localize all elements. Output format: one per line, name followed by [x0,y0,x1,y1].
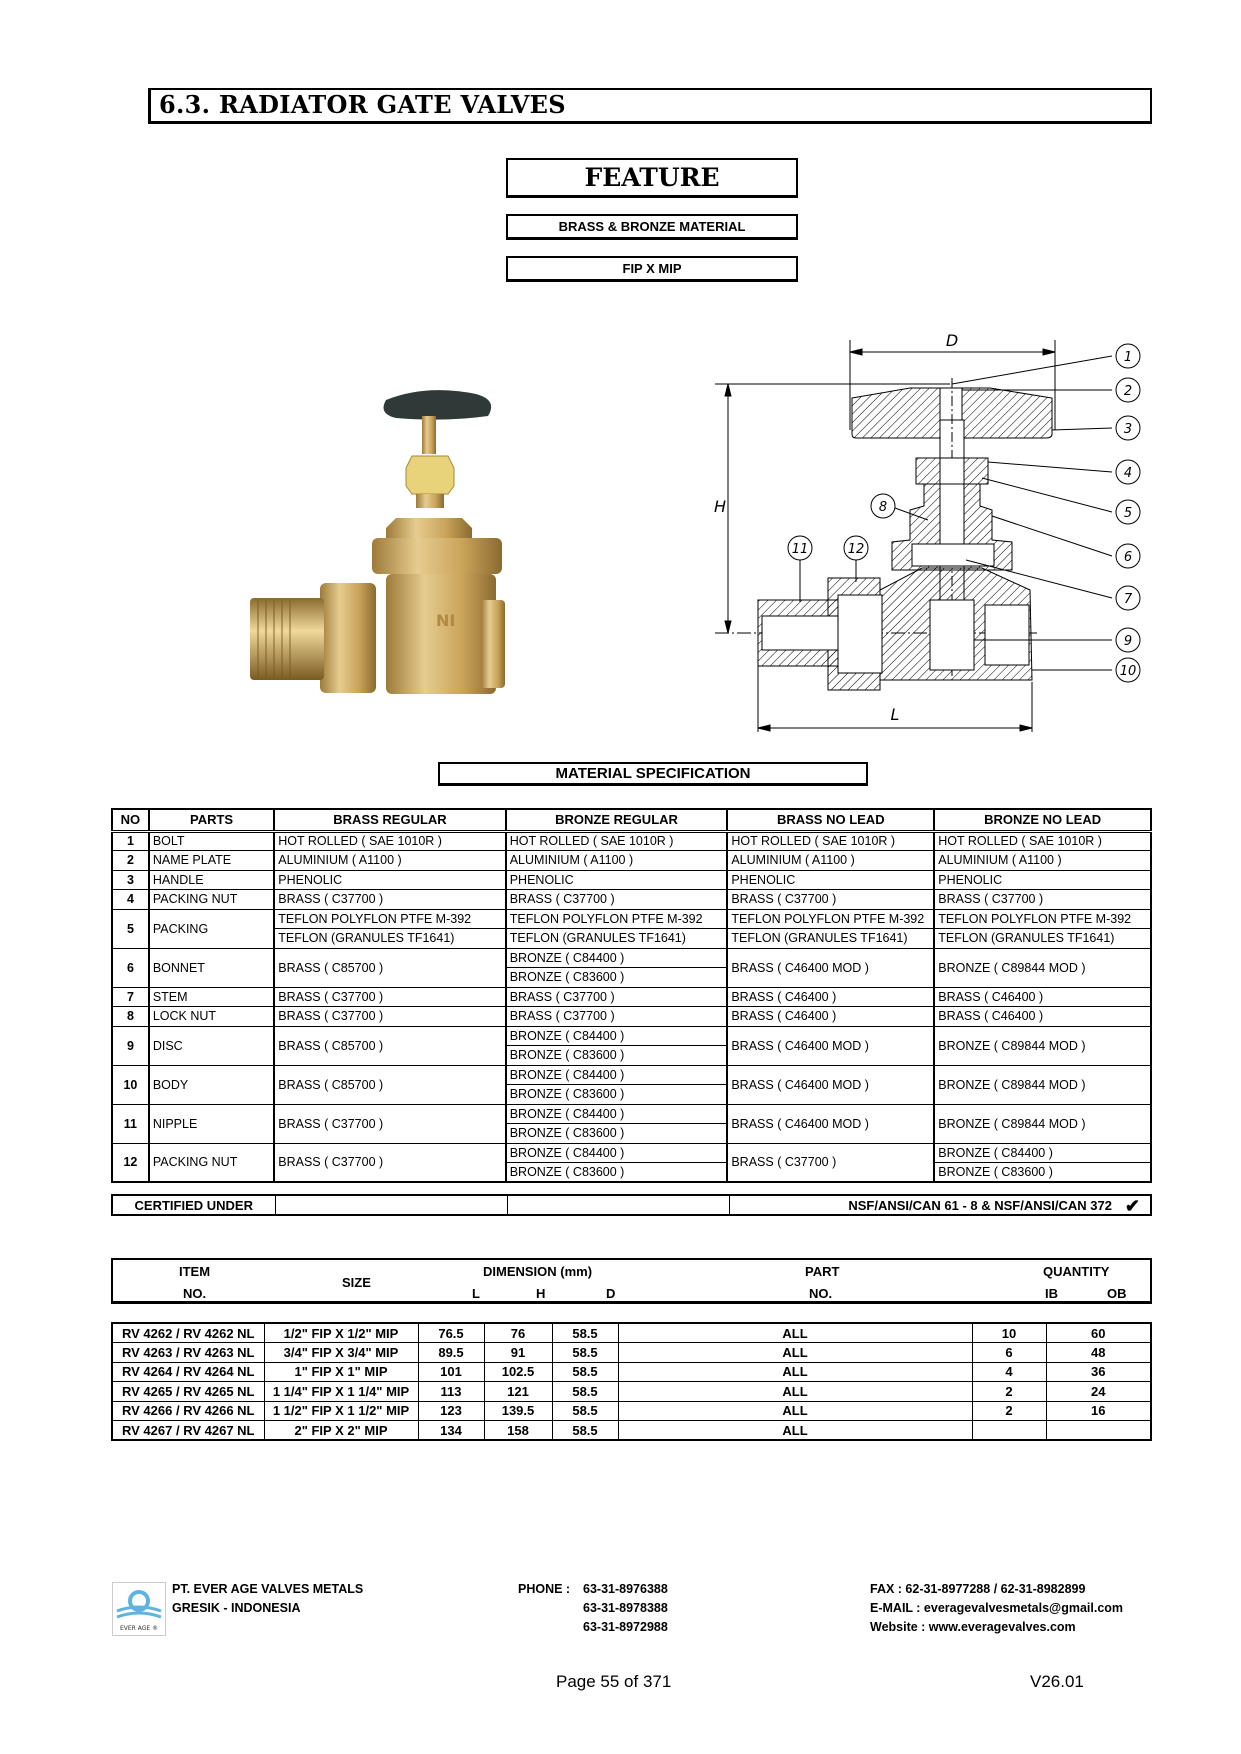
logo-text: EVER AGE ® [119,1625,159,1632]
cell-d: 58.5 [552,1343,618,1363]
svg-text:7: 7 [1123,592,1133,607]
bronze-no-lead-material: BRONZE ( C84400 ) [934,1143,1151,1163]
brass-no-lead-material: BRASS ( C37700 ) [727,1143,934,1182]
bronze-no-lead-material: TEFLON (GRANULES TF1641) [934,929,1151,949]
cell-part: ALL [618,1382,972,1402]
valve-cross-section-drawing [700,320,1150,740]
cell-item: RV 4262 / RV 4262 NL [112,1323,264,1343]
svg-text:2: 2 [1123,384,1133,399]
table-row [112,1343,1151,1363]
phone-3: 63-31-8972988 [583,1620,668,1634]
part-name: PACKING NUT [149,890,274,910]
hdr-dimension: DIMENSION (mm) [483,1264,593,1279]
bronze-no-lead-material: PHENOLIC [934,870,1151,890]
svg-text:10: 10 [1119,664,1137,679]
cell-item: RV 4263 / RV 4263 NL [112,1343,264,1363]
callout-1: 1 [1123,350,1133,365]
fax: FAX : 62-31-8977288 / 62-31-8982899 [870,1582,1086,1596]
part-number: 7 [112,987,149,1007]
bronze-regular-material: BRONZE ( C83600 ) [506,1046,728,1066]
col-parts: PARTS [149,809,274,831]
cell-size: 3/4" FIP X 3/4" MIP [264,1343,418,1363]
website-link[interactable]: Website : www.everagevalves.com [870,1620,1076,1634]
svg-text:12: 12 [847,542,865,557]
col-no: NO [112,809,149,831]
bronze-regular-material: BRASS ( C37700 ) [506,987,728,1007]
brass-no-lead-material: ALUMINIUM ( A1100 ) [727,851,934,871]
cell-size: 1 1/4" FIP X 1 1/4" MIP [264,1382,418,1402]
brass-regular-material: TEFLON POLYFLON PTFE M-392 [274,909,505,929]
bronze-regular-material: BRONZE ( C83600 ) [506,968,728,988]
table-row [112,890,1151,910]
part-name: STEM [149,987,274,1007]
hdr-size: SIZE [342,1275,371,1290]
cell-size: 1/2" FIP X 1/2" MIP [264,1323,418,1343]
brass-regular-material: HOT ROLLED ( SAE 1010R ) [274,831,505,851]
cell-ob: 48 [1046,1343,1151,1363]
cell-ib [972,1421,1046,1441]
part-number: 10 [112,1065,149,1104]
bronze-regular-material: BRONZE ( C83600 ) [506,1124,728,1144]
feature-material: BRASS & BRONZE MATERIAL [506,214,798,240]
cell-ib: 4 [972,1362,1046,1382]
part-number: 8 [112,1007,149,1027]
cell-size: 1" FIP X 1" MIP [264,1362,418,1382]
hdr-h: H [536,1286,546,1301]
cell-d: 58.5 [552,1362,618,1382]
svg-text:6: 6 [1123,550,1133,565]
cell-ib: 2 [972,1382,1046,1402]
certified-under-label: CERTIFIED UNDER [112,1195,275,1215]
bronze-no-lead-material: ALUMINIUM ( A1100 ) [934,851,1151,871]
cell-l: 101 [418,1362,484,1382]
cell-l: 76.5 [418,1323,484,1343]
dimension-table-header [111,1258,1152,1304]
bronze-no-lead-material: BRONZE ( C89844 MOD ) [934,1026,1151,1065]
bronze-regular-material: HOT ROLLED ( SAE 1010R ) [506,831,728,851]
brass-regular-material: BRASS ( C85700 ) [274,948,505,987]
brass-regular-material: BRASS ( C37700 ) [274,1143,505,1182]
table-row [112,851,1151,871]
bronze-regular-material: BRASS ( C37700 ) [506,890,728,910]
part-name: PACKING NUT [149,1143,274,1182]
brass-regular-material: BRASS ( C37700 ) [274,1007,505,1027]
part-number: 1 [112,831,149,851]
part-number: 2 [112,851,149,871]
table-row [112,1323,1151,1343]
part-name: LOCK NUT [149,1007,274,1027]
bronze-regular-material: BRASS ( C37700 ) [506,1007,728,1027]
brass-no-lead-material: TEFLON (GRANULES TF1641) [727,929,934,949]
part-number: 12 [112,1143,149,1182]
page-number: Page 55 of 371 [556,1672,672,1691]
brass-regular-material: BRASS ( C37700 ) [274,987,505,1007]
bronze-no-lead-material: BRONZE ( C83600 ) [934,1163,1151,1183]
valve-photo [236,378,506,698]
table-row [112,1007,1151,1027]
bronze-no-lead-material: HOT ROLLED ( SAE 1010R ) [934,831,1151,851]
svg-text:5: 5 [1123,506,1133,521]
part-number: 9 [112,1026,149,1065]
table-header-row [112,809,1151,831]
cell-item: RV 4265 / RV 4265 NL [112,1382,264,1402]
svg-text:4: 4 [1123,466,1133,481]
cell-l: 89.5 [418,1343,484,1363]
hdr-ob: OB [1107,1286,1127,1301]
brass-regular-material: PHENOLIC [274,870,505,890]
hdr-d: D [606,1286,616,1301]
brass-no-lead-material: BRASS ( C46400 MOD ) [727,1026,934,1065]
cell-part: ALL [618,1421,972,1441]
cell-size: 2" FIP X 2" MIP [264,1421,418,1441]
hdr-part: PART [805,1264,840,1279]
brass-regular-material: BRASS ( C85700 ) [274,1065,505,1104]
bronze-no-lead-material: BRASS ( C37700 ) [934,890,1151,910]
cell-ib: 2 [972,1401,1046,1421]
cell-item: RV 4266 / RV 4266 NL [112,1401,264,1421]
bronze-no-lead-material: BRONZE ( C89844 MOD ) [934,1104,1151,1143]
brass-no-lead-material: PHENOLIC [727,870,934,890]
bronze-regular-material: BRONZE ( C84400 ) [506,1065,728,1085]
table-row [112,1421,1151,1441]
cell-ib: 6 [972,1343,1046,1363]
certification-standard: NSF/ANSI/CAN 61 - 8 & NSF/ANSI/CAN 372 [848,1197,1112,1213]
cell-part: ALL [618,1401,972,1421]
cell-item: RV 4264 / RV 4264 NL [112,1362,264,1382]
svg-text:H: H [713,497,727,516]
bronze-no-lead-material: TEFLON POLYFLON PTFE M-392 [934,909,1151,929]
svg-text:8: 8 [878,500,888,515]
col-brass-no-lead: BRASS NO LEAD [727,809,934,831]
brass-regular-material: BRASS ( C37700 ) [274,890,505,910]
brass-regular-material: TEFLON (GRANULES TF1641) [274,929,505,949]
certification-table [111,1194,1152,1216]
svg-text:L: L [890,705,900,724]
table-row [112,1104,1151,1124]
bronze-regular-material: BRONZE ( C84400 ) [506,1026,728,1046]
part-number: 5 [112,909,149,948]
cell-part: ALL [618,1343,972,1363]
brass-regular-material: BRASS ( C85700 ) [274,1026,505,1065]
cell-l: 123 [418,1401,484,1421]
cell-ob: 36 [1046,1362,1151,1382]
cell-h: 139.5 [484,1401,552,1421]
feature-connection: FIP X MIP [506,256,798,282]
bronze-regular-material: BRONZE ( C84400 ) [506,1104,728,1124]
table-row [112,1143,1151,1163]
cell-h: 102.5 [484,1362,552,1382]
check-mark-icon: ✔ [1124,1196,1140,1216]
brass-no-lead-material: BRASS ( C46400 ) [727,987,934,1007]
cell-ob: 60 [1046,1323,1151,1343]
hdr-item-no: NO. [183,1286,207,1301]
part-name: BOLT [149,831,274,851]
cell-item: RV 4267 / RV 4267 NL [112,1421,264,1441]
dimension-table [111,1322,1152,1441]
bronze-regular-material: BRONZE ( C83600 ) [506,1085,728,1105]
bronze-regular-material: TEFLON POLYFLON PTFE M-392 [506,909,728,929]
part-name: PACKING [149,909,274,948]
part-number: 11 [112,1104,149,1143]
part-number: 6 [112,948,149,987]
section-title: 6.3. RADIATOR GATE VALVES [148,88,1152,124]
brass-no-lead-material: BRASS ( C37700 ) [727,890,934,910]
cell-ib: 10 [972,1323,1046,1343]
cell-size: 1 1/2" FIP X 1 1/2" MIP [264,1401,418,1421]
cell-h: 91 [484,1343,552,1363]
table-row [112,948,1151,968]
cell-d: 58.5 [552,1382,618,1402]
phone-label: PHONE : [518,1582,571,1596]
svg-text:NI: NI [436,611,456,630]
cell-d: 58.5 [552,1401,618,1421]
table-row [112,1026,1151,1046]
part-name: DISC [149,1026,274,1065]
hdr-part-no: NO. [809,1286,833,1301]
brass-regular-material: BRASS ( C37700 ) [274,1104,505,1143]
part-name: BODY [149,1065,274,1104]
svg-text:9: 9 [1123,634,1133,649]
bronze-regular-material: TEFLON (GRANULES TF1641) [506,929,728,949]
bronze-regular-material: BRONZE ( C84400 ) [506,1143,728,1163]
brass-no-lead-material: BRASS ( C46400 MOD ) [727,1104,934,1143]
hdr-ib: IB [1045,1286,1058,1301]
bronze-regular-material: BRONZE ( C84400 ) [506,948,728,968]
brass-no-lead-material: BRASS ( C46400 MOD ) [727,948,934,987]
table-row [112,1065,1151,1085]
email-link[interactable]: E-MAIL : everagevalvesmetals@gmail.com [870,1601,1124,1615]
hdr-item: ITEM [179,1264,211,1279]
hdr-l: L [472,1286,480,1301]
part-name: NIPPLE [149,1104,274,1143]
table-row [112,1362,1151,1382]
phone-1: 63-31-8976388 [583,1582,668,1596]
part-number: 3 [112,870,149,890]
brass-no-lead-material: BRASS ( C46400 MOD ) [727,1065,934,1104]
material-spec-table [111,808,1152,1183]
brass-no-lead-material: TEFLON POLYFLON PTFE M-392 [727,909,934,929]
material-spec-title: MATERIAL SPECIFICATION [438,762,868,786]
part-name: BONNET [149,948,274,987]
bronze-no-lead-material: BRASS ( C46400 ) [934,987,1151,1007]
svg-text:11: 11 [791,542,809,557]
bronze-no-lead-material: BRONZE ( C89844 MOD ) [934,1065,1151,1104]
table-row [112,1401,1151,1421]
svg-text:3: 3 [1123,422,1133,437]
cell-ob: 24 [1046,1382,1151,1402]
brass-no-lead-material: BRASS ( C46400 ) [727,1007,934,1027]
col-bronze-regular: BRONZE REGULAR [506,809,728,831]
cell-d: 58.5 [552,1421,618,1441]
cell-h: 158 [484,1421,552,1441]
bronze-no-lead-material: BRASS ( C46400 ) [934,1007,1151,1027]
part-name: HANDLE [149,870,274,890]
company-name: PT. EVER AGE VALVES METALS [172,1582,364,1596]
phone-2: 63-31-8978388 [583,1601,668,1615]
table-row [112,870,1151,890]
cell-part: ALL [618,1323,972,1343]
hdr-quantity: QUANTITY [1043,1264,1110,1279]
cell-ob: 16 [1046,1401,1151,1421]
col-bronze-no-lead: BRONZE NO LEAD [934,809,1151,831]
table-row [112,909,1151,929]
cell-part: ALL [618,1362,972,1382]
table-row [112,831,1151,851]
brass-regular-material: ALUMINIUM ( A1100 ) [274,851,505,871]
part-name: NAME PLATE [149,851,274,871]
svg-text:D: D [945,331,959,350]
col-brass-regular: BRASS REGULAR [274,809,505,831]
feature-heading: FEATURE [506,158,798,198]
version-label: V26.01 [1030,1672,1084,1691]
part-number: 4 [112,890,149,910]
bronze-no-lead-material: BRONZE ( C89844 MOD ) [934,948,1151,987]
bronze-regular-material: ALUMINIUM ( A1100 ) [506,851,728,871]
table-row [112,987,1151,1007]
bronze-regular-material: BRONZE ( C83600 ) [506,1163,728,1183]
cell-l: 134 [418,1421,484,1441]
cell-d: 58.5 [552,1323,618,1343]
brass-no-lead-material: HOT ROLLED ( SAE 1010R ) [727,831,934,851]
bronze-regular-material: PHENOLIC [506,870,728,890]
company-logo [112,1582,166,1636]
company-location: GRESIK - INDONESIA [172,1601,301,1615]
cell-h: 76 [484,1323,552,1343]
table-row [112,1382,1151,1402]
cell-h: 121 [484,1382,552,1402]
cell-ob [1046,1421,1151,1441]
cell-l: 113 [418,1382,484,1402]
